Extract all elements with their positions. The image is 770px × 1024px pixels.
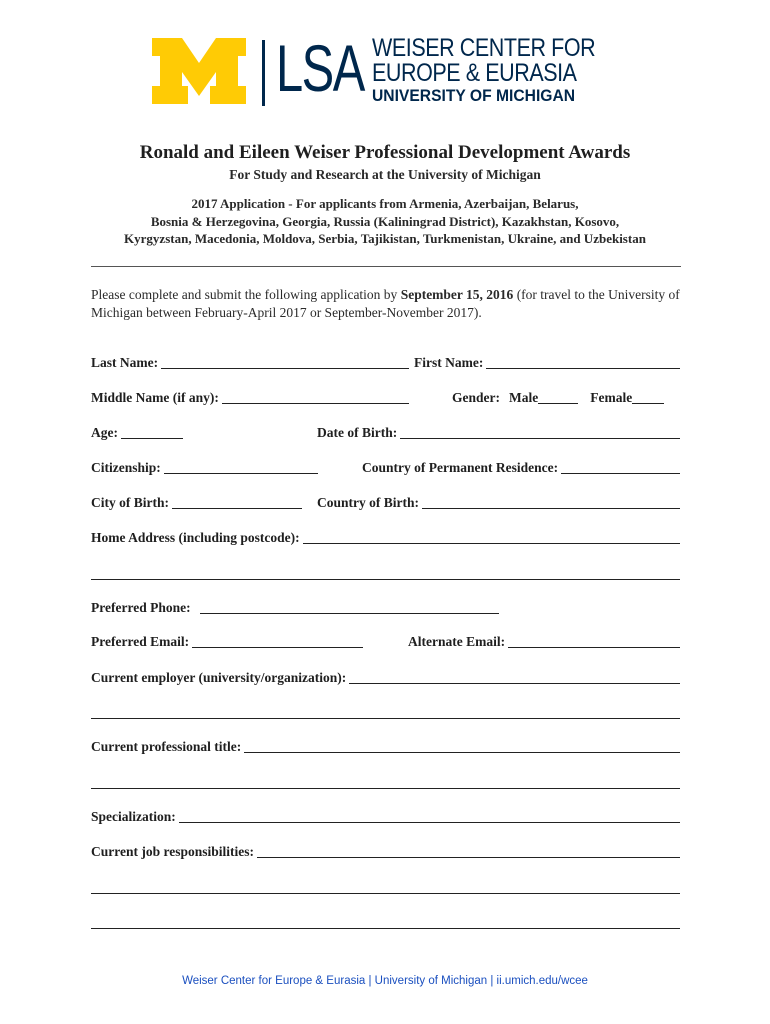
country-residence-line[interactable] <box>561 461 680 474</box>
current-employer-extra-line[interactable] <box>91 718 680 719</box>
logo-divider <box>262 40 265 106</box>
gender-label: Gender: <box>452 390 500 405</box>
specialization-label: Specialization: <box>91 809 176 824</box>
city-of-birth-label: City of Birth: <box>91 495 169 510</box>
logo-header <box>152 31 622 110</box>
date-of-birth-label: Date of Birth: <box>317 425 398 440</box>
female-label: Female <box>590 390 633 405</box>
job-responsibilities-label: Current job responsibilities: <box>91 844 255 859</box>
home-address-line[interactable] <box>303 531 680 544</box>
preferred-phone-line[interactable] <box>200 601 499 614</box>
professional-title-extra-line[interactable] <box>91 788 680 789</box>
professional-title-label: Current professional title: <box>91 739 242 754</box>
first-name-label: First Name: <box>414 355 484 370</box>
citizenship-line[interactable] <box>164 461 318 474</box>
middle-name-label: Middle Name (if any): <box>91 390 219 405</box>
male-line[interactable] <box>538 391 578 404</box>
middle-name-field[interactable] <box>91 390 409 406</box>
page-title: Ronald and Eileen Weiser Professional Development Awards <box>139 142 631 163</box>
eligibility-line: Bosnia & Herzegovina, Georgia, Russia (Kaliningrad District), Kazakhstan, Kosovo, <box>150 213 620 229</box>
preferred-phone-field[interactable] <box>91 600 499 616</box>
professional-title-line[interactable] <box>244 740 680 753</box>
date-of-birth-line[interactable] <box>400 426 680 439</box>
last-name-label: Last Name: <box>91 355 159 370</box>
application-eligibility <box>0 195 770 248</box>
city-of-birth-line[interactable] <box>172 496 302 509</box>
middle-name-line[interactable] <box>222 391 409 404</box>
preferred-email-field[interactable] <box>91 634 363 650</box>
city-of-birth-field[interactable] <box>91 495 302 511</box>
job-responsibilities-extra-line-2[interactable] <box>91 928 680 929</box>
job-responsibilities-extra-line-1[interactable] <box>91 893 680 894</box>
center-name-line2: EUROPE & EURASIA <box>372 59 577 87</box>
preferred-email-label: Preferred Email: <box>91 634 190 649</box>
specialization-line[interactable] <box>179 810 680 823</box>
intro-text-end: (for travel to the University of Michigan between February-April 2017 or September-November 2017). <box>91 287 680 320</box>
eligibility-line: Kyrgyzstan, Macedonia, Moldova, Serbia, Tajikistan, Turkmenistan, Ukraine, and Uzbekistan <box>124 231 646 246</box>
alternate-email-label: Alternate Email: <box>408 634 506 649</box>
current-employer-line[interactable] <box>349 671 680 684</box>
male-label: Male <box>509 390 539 405</box>
page-subtitle: For Study and Research at the University of Michigan <box>229 167 541 182</box>
female-line[interactable] <box>632 391 664 404</box>
intro-paragraph <box>91 286 681 322</box>
center-name <box>372 36 632 106</box>
gender-female-option[interactable] <box>590 390 664 406</box>
alternate-email-line[interactable] <box>508 635 680 648</box>
first-name-line[interactable] <box>486 356 680 369</box>
first-name-field[interactable] <box>414 355 680 371</box>
citizenship-field[interactable] <box>91 460 318 476</box>
university-name: UNIVERSITY OF MICHIGAN <box>372 86 576 105</box>
preferred-phone-label: Preferred Phone: <box>91 600 191 615</box>
specialization-field[interactable] <box>91 809 680 825</box>
current-employer-field[interactable] <box>91 670 680 686</box>
gender-male-option[interactable] <box>509 390 578 406</box>
home-address-field[interactable] <box>91 530 680 546</box>
deadline-date: September 15, 2016 <box>400 287 514 302</box>
country-residence-label: Country of Permanent Residence: <box>362 460 559 475</box>
lsa-logo-text: LSA <box>276 31 364 105</box>
country-residence-field[interactable] <box>362 460 680 476</box>
professional-title-field[interactable] <box>91 739 680 755</box>
last-name-line[interactable] <box>161 356 409 369</box>
alternate-email-field[interactable] <box>408 634 680 650</box>
home-address-extra-line[interactable] <box>91 579 680 580</box>
country-of-birth-label: Country of Birth: <box>317 495 419 510</box>
gender-field[interactable] <box>452 390 664 406</box>
country-of-birth-line[interactable] <box>422 496 680 509</box>
citizenship-label: Citizenship: <box>91 460 161 475</box>
eligibility-line: 2017 Application - For applicants from Armenia, Azerbaijan, Belarus, <box>191 196 579 211</box>
block-m-logo <box>152 38 246 104</box>
intro-text: Please complete and submit the following application by <box>91 287 401 302</box>
age-field[interactable] <box>91 425 183 441</box>
last-name-field[interactable] <box>91 355 409 371</box>
center-name-line1: WEISER CENTER FOR <box>372 34 596 62</box>
country-of-birth-field[interactable] <box>317 495 680 511</box>
job-responsibilities-line[interactable] <box>257 845 680 858</box>
date-of-birth-field[interactable] <box>317 425 680 441</box>
home-address-label: Home Address (including postcode): <box>91 530 300 545</box>
age-label: Age: <box>91 425 118 440</box>
preferred-email-line[interactable] <box>192 635 363 648</box>
page-footer: Weiser Center for Europe & Eurasia | University of Michigan | ii.umich.edu/wcee <box>182 975 588 987</box>
horizontal-divider <box>91 266 681 267</box>
age-line[interactable] <box>121 426 183 439</box>
job-responsibilities-field[interactable] <box>91 844 680 860</box>
current-employer-label: Current employer (university/organization): <box>91 670 347 685</box>
